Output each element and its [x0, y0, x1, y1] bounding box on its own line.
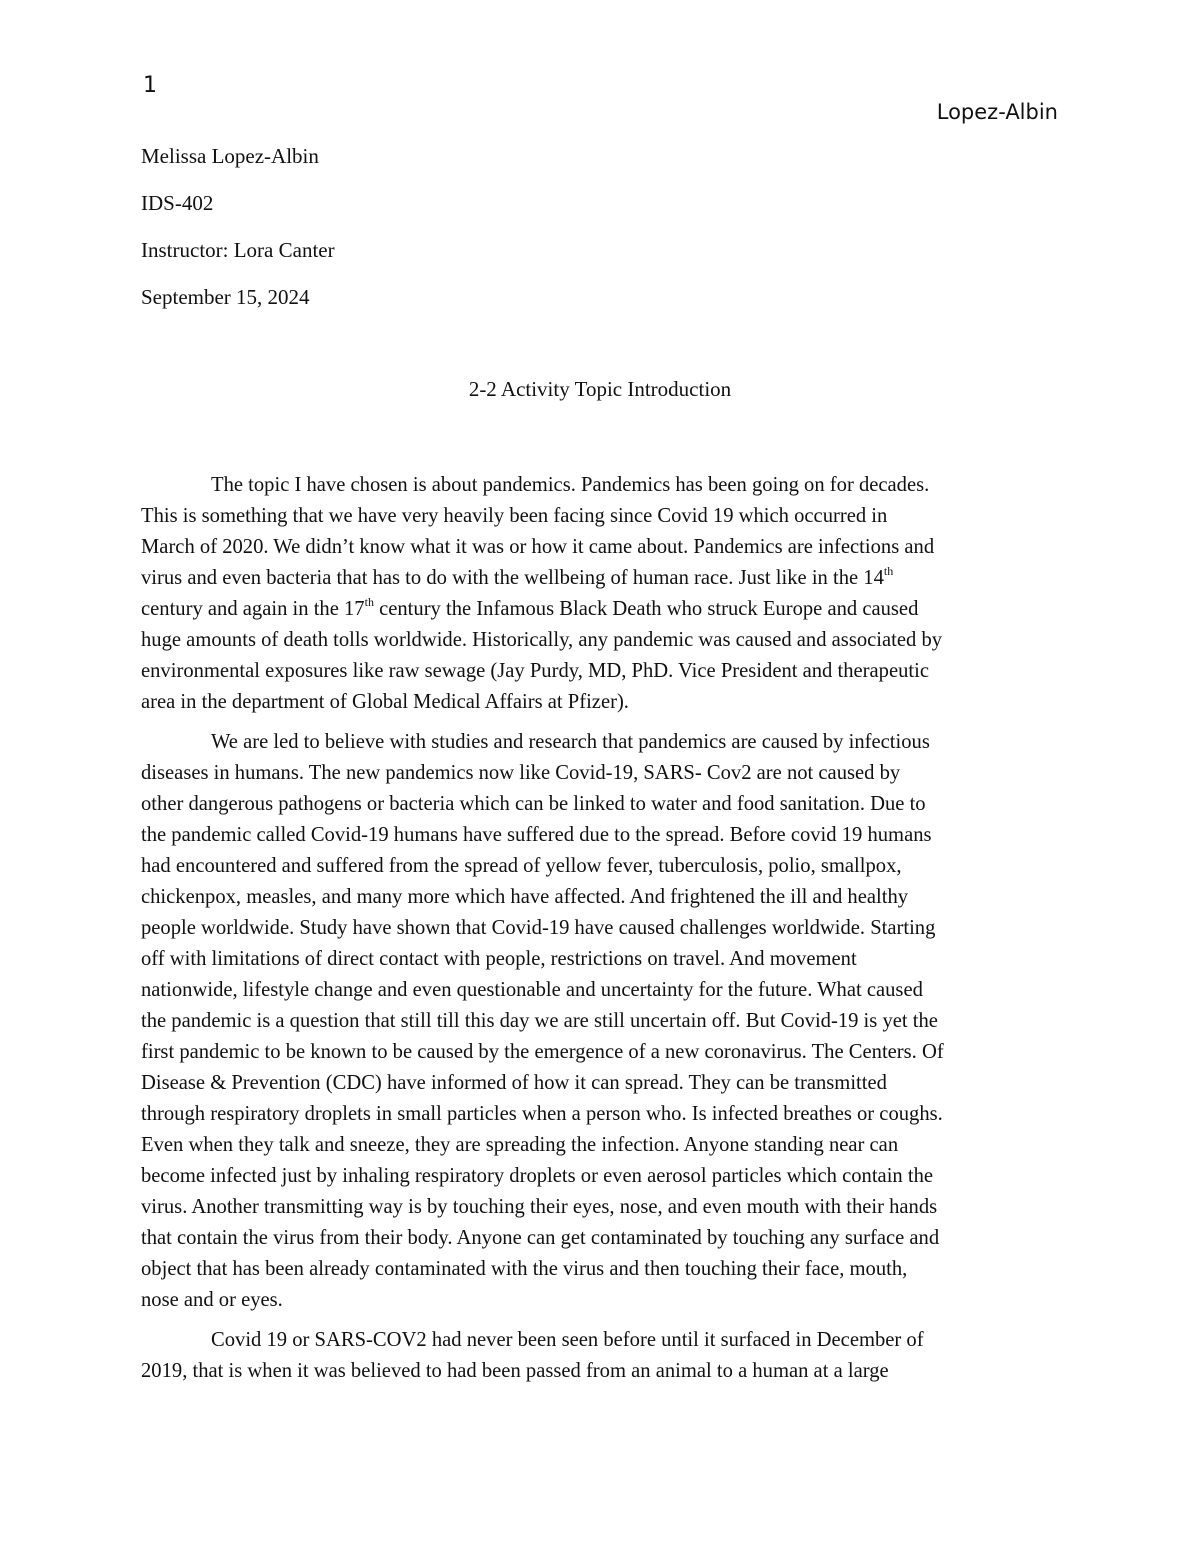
text-line [141, 1006, 1066, 1037]
instructor-name: Instructor: Lora Canter [141, 238, 335, 262]
ordinal-superscript: th [364, 595, 374, 609]
course-code: IDS-402 [141, 191, 214, 215]
heading-block [141, 142, 335, 330]
text-line [141, 594, 1066, 625]
line-text: had encountered and suffered from the spread of yellow fever, tuberculosis, polio, smallpox, [141, 855, 902, 877]
text-line [141, 563, 1066, 594]
line-text: virus and even bacteria that has to do with the wellbeing of human race. Just like in the 14 [141, 567, 884, 589]
line-text: virus. Another transmitting way is by touching their eyes, nose, and even mouth with their hands [141, 1196, 938, 1218]
page-number: 1 [143, 73, 157, 98]
ordinal-superscript: th [883, 564, 894, 578]
text-line [141, 1068, 1066, 1099]
text-line [141, 727, 1066, 758]
text-line [141, 687, 1066, 718]
line-text: nose and or eyes. [141, 1289, 283, 1311]
text-line [141, 1037, 1066, 1068]
text-line [141, 1099, 1066, 1130]
line-text: Even when they talk and sneeze, they are spreading the infection. Anyone standing near can [141, 1134, 899, 1156]
text-line [141, 656, 1066, 687]
text-line [141, 501, 1066, 532]
text-line [141, 1161, 1066, 1192]
text-line [141, 1325, 1066, 1356]
paragraph-gap [141, 1316, 1066, 1325]
submission-date: September 15, 2024 [141, 285, 310, 309]
line-text: This is something that we have very heavily been facing since Covid 19 which occurred in [141, 505, 888, 527]
line-text: huge amounts of death tolls worldwide. Historically, any pandemic was caused and associated by [141, 629, 943, 651]
line-text: off with limitations of direct contact with people, restrictions on travel. And movement [141, 948, 857, 970]
line-text: chickenpox, measles, and many more which have affected. And frightened the ill and healthy [141, 886, 909, 908]
author-name: Melissa Lopez-Albin [141, 144, 319, 168]
text-line [141, 1254, 1066, 1285]
text-line [141, 820, 1066, 851]
line-text: people worldwide. Study have shown that Covid-19 have caused challenges worldwide. Starting [141, 917, 936, 939]
line-text: March of 2020. We didn’t know what it was or how it came about. Pandemics are infections and [141, 536, 935, 558]
line-text: century and again in the 17 [141, 598, 365, 620]
line-text: environmental exposures like raw sewage (Jay Purdy, MD, PhD. Vice President and therapeutic [141, 660, 929, 682]
line-text: the pandemic called Covid-19 humans have suffered due to the spread. Before covid 19 humans [141, 824, 932, 846]
document-title: 2-2 Activity Topic Introduction [468, 377, 732, 401]
line-text: 2019, that is when it was believed to had been passed from an animal to a human at a large [141, 1360, 889, 1382]
line-text: Disease & Prevention (CDC) have informed of how it can spread. They can be transmitted [141, 1072, 887, 1094]
text-line [141, 1192, 1066, 1223]
text-line [141, 1130, 1066, 1161]
line-text: first pandemic to be known to be caused by the emergence of a new coronavirus. The Centers. Of [141, 1041, 944, 1063]
body-paragraph [141, 727, 1066, 1316]
line-text: through respiratory droplets in small particles when a person who. Is infected breathes or coughs. [141, 1103, 943, 1125]
line-text-continued: century the Infamous Black Death who struck Europe and caused [373, 598, 919, 620]
line-text: Covid 19 or SARS-COV2 had never been seen before until it surfaced in December of [211, 1329, 924, 1351]
line-text: object that has been already contaminated with the virus and then touching their face, mouth, [141, 1258, 908, 1280]
text-line [141, 1285, 1066, 1316]
line-text: We are led to believe with studies and research that pandemics are caused by infectious [211, 731, 930, 753]
line-text: area in the department of Global Medical Affairs at Pfizer). [141, 691, 629, 713]
body-paragraph [141, 1325, 1066, 1387]
text-line [141, 1223, 1066, 1254]
text-line [141, 470, 1066, 501]
body-text [141, 470, 1066, 1387]
text-line [141, 1356, 1066, 1387]
text-line [141, 913, 1066, 944]
text-line [141, 944, 1066, 975]
line-text: become infected just by inhaling respiratory droplets or even aerosol particles which contain the [141, 1165, 934, 1187]
line-text: the pandemic is a question that still till this day we are still uncertain off. But Covid-19 is yet the [141, 1010, 938, 1032]
line-text: nationwide, lifestyle change and even questionable and uncertainty for the future. What caused [141, 979, 923, 1001]
text-line [141, 975, 1066, 1006]
text-line [141, 882, 1066, 913]
body-paragraph [141, 470, 1066, 718]
paragraph-gap [141, 718, 1066, 727]
text-line [141, 532, 1066, 563]
line-text: that contain the virus from their body. Anyone can get contaminated by touching any surface and [141, 1227, 940, 1249]
line-text: The topic I have chosen is about pandemics. Pandemics has been going on for decades. [211, 474, 930, 496]
line-text: other dangerous pathogens or bacteria which can be linked to water and food sanitation. Due to [141, 793, 926, 815]
line-text: diseases in humans. The new pandemics now like Covid-19, SARS- Cov2 are not caused by [141, 762, 901, 784]
text-line [141, 789, 1066, 820]
text-line [141, 758, 1066, 789]
text-line [141, 851, 1066, 882]
text-line [141, 625, 1066, 656]
running-head: Lopez-Albin [936, 100, 1058, 124]
